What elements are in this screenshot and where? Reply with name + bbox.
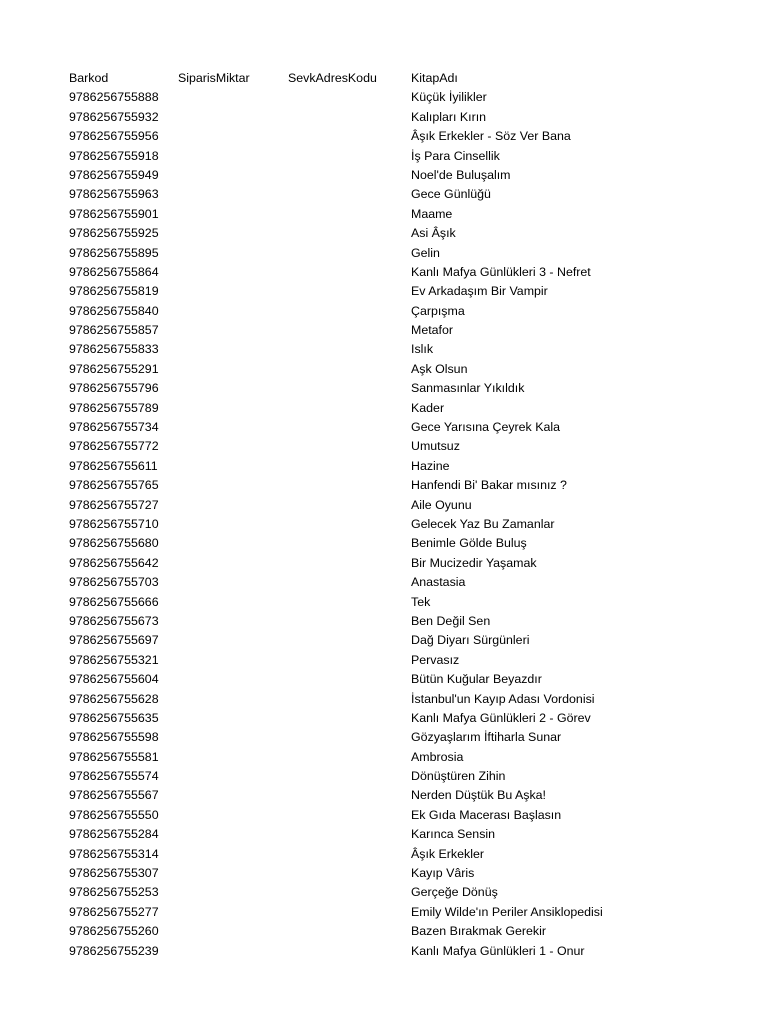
- kitap-adi-cell: Bütün Kuğular Beyazdır: [411, 672, 542, 687]
- kitap-adi-cell: Anastasia: [411, 575, 466, 590]
- barkod-cell: 9786256755833: [69, 342, 159, 357]
- barkod-cell: 9786256755604: [69, 672, 159, 687]
- table-row: [0, 864, 768, 883]
- table-row: [0, 108, 768, 127]
- barkod-cell: 9786256755819: [69, 284, 159, 299]
- table-row: [0, 147, 768, 166]
- barkod-cell: 9786256755628: [69, 691, 159, 706]
- barkod-cell: 9786256755765: [69, 478, 159, 493]
- barkod-cell: 9786256755550: [69, 807, 159, 822]
- table-row: [0, 631, 768, 650]
- kitap-adi-cell: Çarpışma: [411, 303, 465, 318]
- barkod-cell: 9786256755918: [69, 148, 159, 163]
- kitap-adi-cell: Kanlı Mafya Günlükleri 1 - Onur: [411, 943, 585, 958]
- table-row: [0, 825, 768, 844]
- barkod-cell: 9786256755734: [69, 420, 159, 435]
- barkod-cell: 9786256755956: [69, 129, 159, 144]
- kitap-adi-cell: Umutsuz: [411, 439, 460, 454]
- table-row: [0, 166, 768, 185]
- kitap-adi-cell: Nerden Düştük Bu Aşka!: [411, 788, 546, 803]
- table-row: [0, 651, 768, 670]
- table-row: [0, 942, 768, 961]
- kitap-adi-cell: Kalıpları Kırın: [411, 109, 487, 124]
- barkod-cell: 9786256755642: [69, 555, 159, 570]
- barkod-cell: 9786256755697: [69, 633, 159, 648]
- kitap-adi-cell: Gerçeğe Dönüş: [411, 885, 498, 900]
- kitap-adi-cell: Kader: [411, 400, 445, 415]
- kitap-adi-cell: Metafor: [411, 323, 454, 338]
- table-row: [0, 457, 768, 476]
- table-row: [0, 263, 768, 282]
- barkod-cell: 9786256755963: [69, 187, 159, 202]
- barkod-cell: 9786256755239: [69, 943, 159, 958]
- kitap-adi-cell: Bir Mucizedir Yaşamak: [411, 555, 537, 570]
- barkod-cell: 9786256755673: [69, 613, 159, 628]
- kitap-adi-cell: Emily Wilde'ın Periler Ansiklopedisi: [411, 904, 603, 919]
- table-row: [0, 786, 768, 805]
- table-row: [0, 244, 768, 263]
- table-row: [0, 88, 768, 107]
- kitap-adi-cell: Tek: [411, 594, 431, 609]
- barkod-cell: 9786256755291: [69, 361, 159, 376]
- table-row: [0, 534, 768, 553]
- kitap-adi-cell: Gözyaşlarım İftiharla Sunar: [411, 730, 562, 745]
- header-barkod: Barkod: [69, 71, 109, 85]
- kitap-adi-cell: Gelecek Yaz Bu Zamanlar: [411, 516, 555, 531]
- kitap-adi-cell: Küçük İyilikler: [411, 90, 487, 105]
- barkod-cell: 9786256755796: [69, 381, 159, 396]
- table-row: [0, 709, 768, 728]
- barkod-cell: 9786256755888: [69, 90, 159, 105]
- kitap-adi-cell: Aile Oyunu: [411, 497, 472, 512]
- table-row: [0, 496, 768, 515]
- barkod-cell: 9786256755772: [69, 439, 159, 454]
- kitap-adi-cell: İstanbul'un Kayıp Adası Vordonisi: [411, 691, 595, 706]
- barkod-cell: 9786256755635: [69, 710, 159, 725]
- table-row: [0, 573, 768, 592]
- barkod-cell: 9786256755581: [69, 749, 159, 764]
- kitap-adi-cell: Islık: [411, 342, 434, 357]
- barkod-cell: 9786256755789: [69, 400, 159, 415]
- table-row: [0, 302, 768, 321]
- barkod-cell: 9786256755857: [69, 323, 159, 338]
- table-row: [0, 515, 768, 534]
- kitap-adi-cell: Kanlı Mafya Günlükleri 3 - Nefret: [411, 264, 591, 279]
- table-row: [0, 670, 768, 689]
- barkod-cell: 9786256755321: [69, 652, 159, 667]
- table-row: [0, 360, 768, 379]
- header-kitap-adi: KitapAdı: [411, 71, 458, 85]
- table-row: [0, 418, 768, 437]
- barkod-cell: 9786256755727: [69, 497, 159, 512]
- barkod-cell: 9786256755260: [69, 924, 159, 939]
- kitap-adi-cell: Dağ Diyarı Sürgünleri: [411, 633, 530, 648]
- kitap-adi-cell: Sanmasınlar Yıkıldık: [411, 381, 525, 396]
- barkod-cell: 9786256755932: [69, 109, 159, 124]
- table-row: [0, 767, 768, 786]
- table-row: [0, 612, 768, 631]
- table-row: [0, 883, 768, 902]
- table-row: [0, 593, 768, 612]
- table-row: [0, 205, 768, 224]
- kitap-adi-cell: Asi Âşık: [411, 226, 456, 241]
- table-row: [0, 127, 768, 146]
- kitap-adi-cell: Ev Arkadaşım Bir Vampir: [411, 284, 548, 299]
- barkod-cell: 9786256755574: [69, 769, 159, 784]
- table-row: [0, 903, 768, 922]
- kitap-adi-cell: Karınca Sensin: [411, 827, 496, 842]
- kitap-adi-cell: Ambrosia: [411, 749, 464, 764]
- barkod-cell: 9786256755840: [69, 303, 159, 318]
- kitap-adi-cell: Hazine: [411, 458, 450, 473]
- order-sheet: [0, 69, 768, 961]
- header-row: [0, 69, 768, 88]
- kitap-adi-cell: Gelin: [411, 245, 440, 260]
- barkod-cell: 9786256755949: [69, 167, 159, 182]
- table-row: [0, 748, 768, 767]
- barkod-cell: 9786256755680: [69, 536, 159, 551]
- table-row: [0, 379, 768, 398]
- barkod-cell: 9786256755277: [69, 904, 159, 919]
- barkod-cell: 9786256755284: [69, 827, 159, 842]
- kitap-adi-cell: Noel'de Buluşalım: [411, 167, 511, 182]
- barkod-cell: 9786256755666: [69, 594, 159, 609]
- barkod-cell: 9786256755567: [69, 788, 159, 803]
- barkod-cell: 9786256755611: [69, 458, 158, 473]
- table-row: [0, 690, 768, 709]
- table-row: [0, 399, 768, 418]
- table-row: [0, 728, 768, 747]
- table-row: [0, 437, 768, 456]
- kitap-adi-cell: Aşk Olsun: [411, 361, 468, 376]
- table-row: [0, 922, 768, 941]
- kitap-adi-cell: Kayıp Vâris: [411, 866, 475, 881]
- kitap-adi-cell: Dönüştüren Zihin: [411, 769, 506, 784]
- kitap-adi-cell: Kanlı Mafya Günlükleri 2 - Görev: [411, 710, 591, 725]
- kitap-adi-cell: Gece Günlüğü: [411, 187, 491, 202]
- kitap-adi-cell: Maame: [411, 206, 453, 221]
- kitap-adi-cell: Ek Gıda Macerası Başlasın: [411, 807, 562, 822]
- header-sevk-adres-kodu: SevkAdresKodu: [288, 71, 377, 85]
- data-rows: [0, 88, 768, 961]
- barkod-cell: 9786256755895: [69, 245, 159, 260]
- table-row: [0, 282, 768, 301]
- barkod-cell: 9786256755703: [69, 575, 159, 590]
- header-siparis-miktar: SiparisMiktar: [178, 71, 250, 85]
- kitap-adi-cell: İş Para Cinsellik: [411, 148, 500, 163]
- table-row: [0, 224, 768, 243]
- kitap-adi-cell: Pervasız: [411, 652, 460, 667]
- table-row: [0, 554, 768, 573]
- table-row: [0, 321, 768, 340]
- table-row: [0, 476, 768, 495]
- barkod-cell: 9786256755901: [69, 206, 159, 221]
- barkod-cell: 9786256755253: [69, 885, 159, 900]
- kitap-adi-cell: Hanfendi Bi' Bakar mısınız ?: [411, 478, 567, 493]
- kitap-adi-cell: Âşık Erkekler - Söz Ver Bana: [411, 129, 571, 144]
- table-row: [0, 340, 768, 359]
- kitap-adi-cell: Âşık Erkekler: [411, 846, 484, 861]
- table-row: [0, 845, 768, 864]
- kitap-adi-cell: Gece Yarısına Çeyrek Kala: [411, 420, 560, 435]
- table-row: [0, 185, 768, 204]
- table-row: [0, 806, 768, 825]
- kitap-adi-cell: Benimle Gölde Buluş: [411, 536, 527, 551]
- barkod-cell: 9786256755307: [69, 866, 159, 881]
- barkod-cell: 9786256755710: [69, 516, 159, 531]
- barkod-cell: 9786256755314: [69, 846, 159, 861]
- barkod-cell: 9786256755864: [69, 264, 159, 279]
- barkod-cell: 9786256755925: [69, 226, 159, 241]
- barkod-cell: 9786256755598: [69, 730, 159, 745]
- kitap-adi-cell: Ben Değil Sen: [411, 613, 491, 628]
- kitap-adi-cell: Bazen Bırakmak Gerekir: [411, 924, 546, 939]
